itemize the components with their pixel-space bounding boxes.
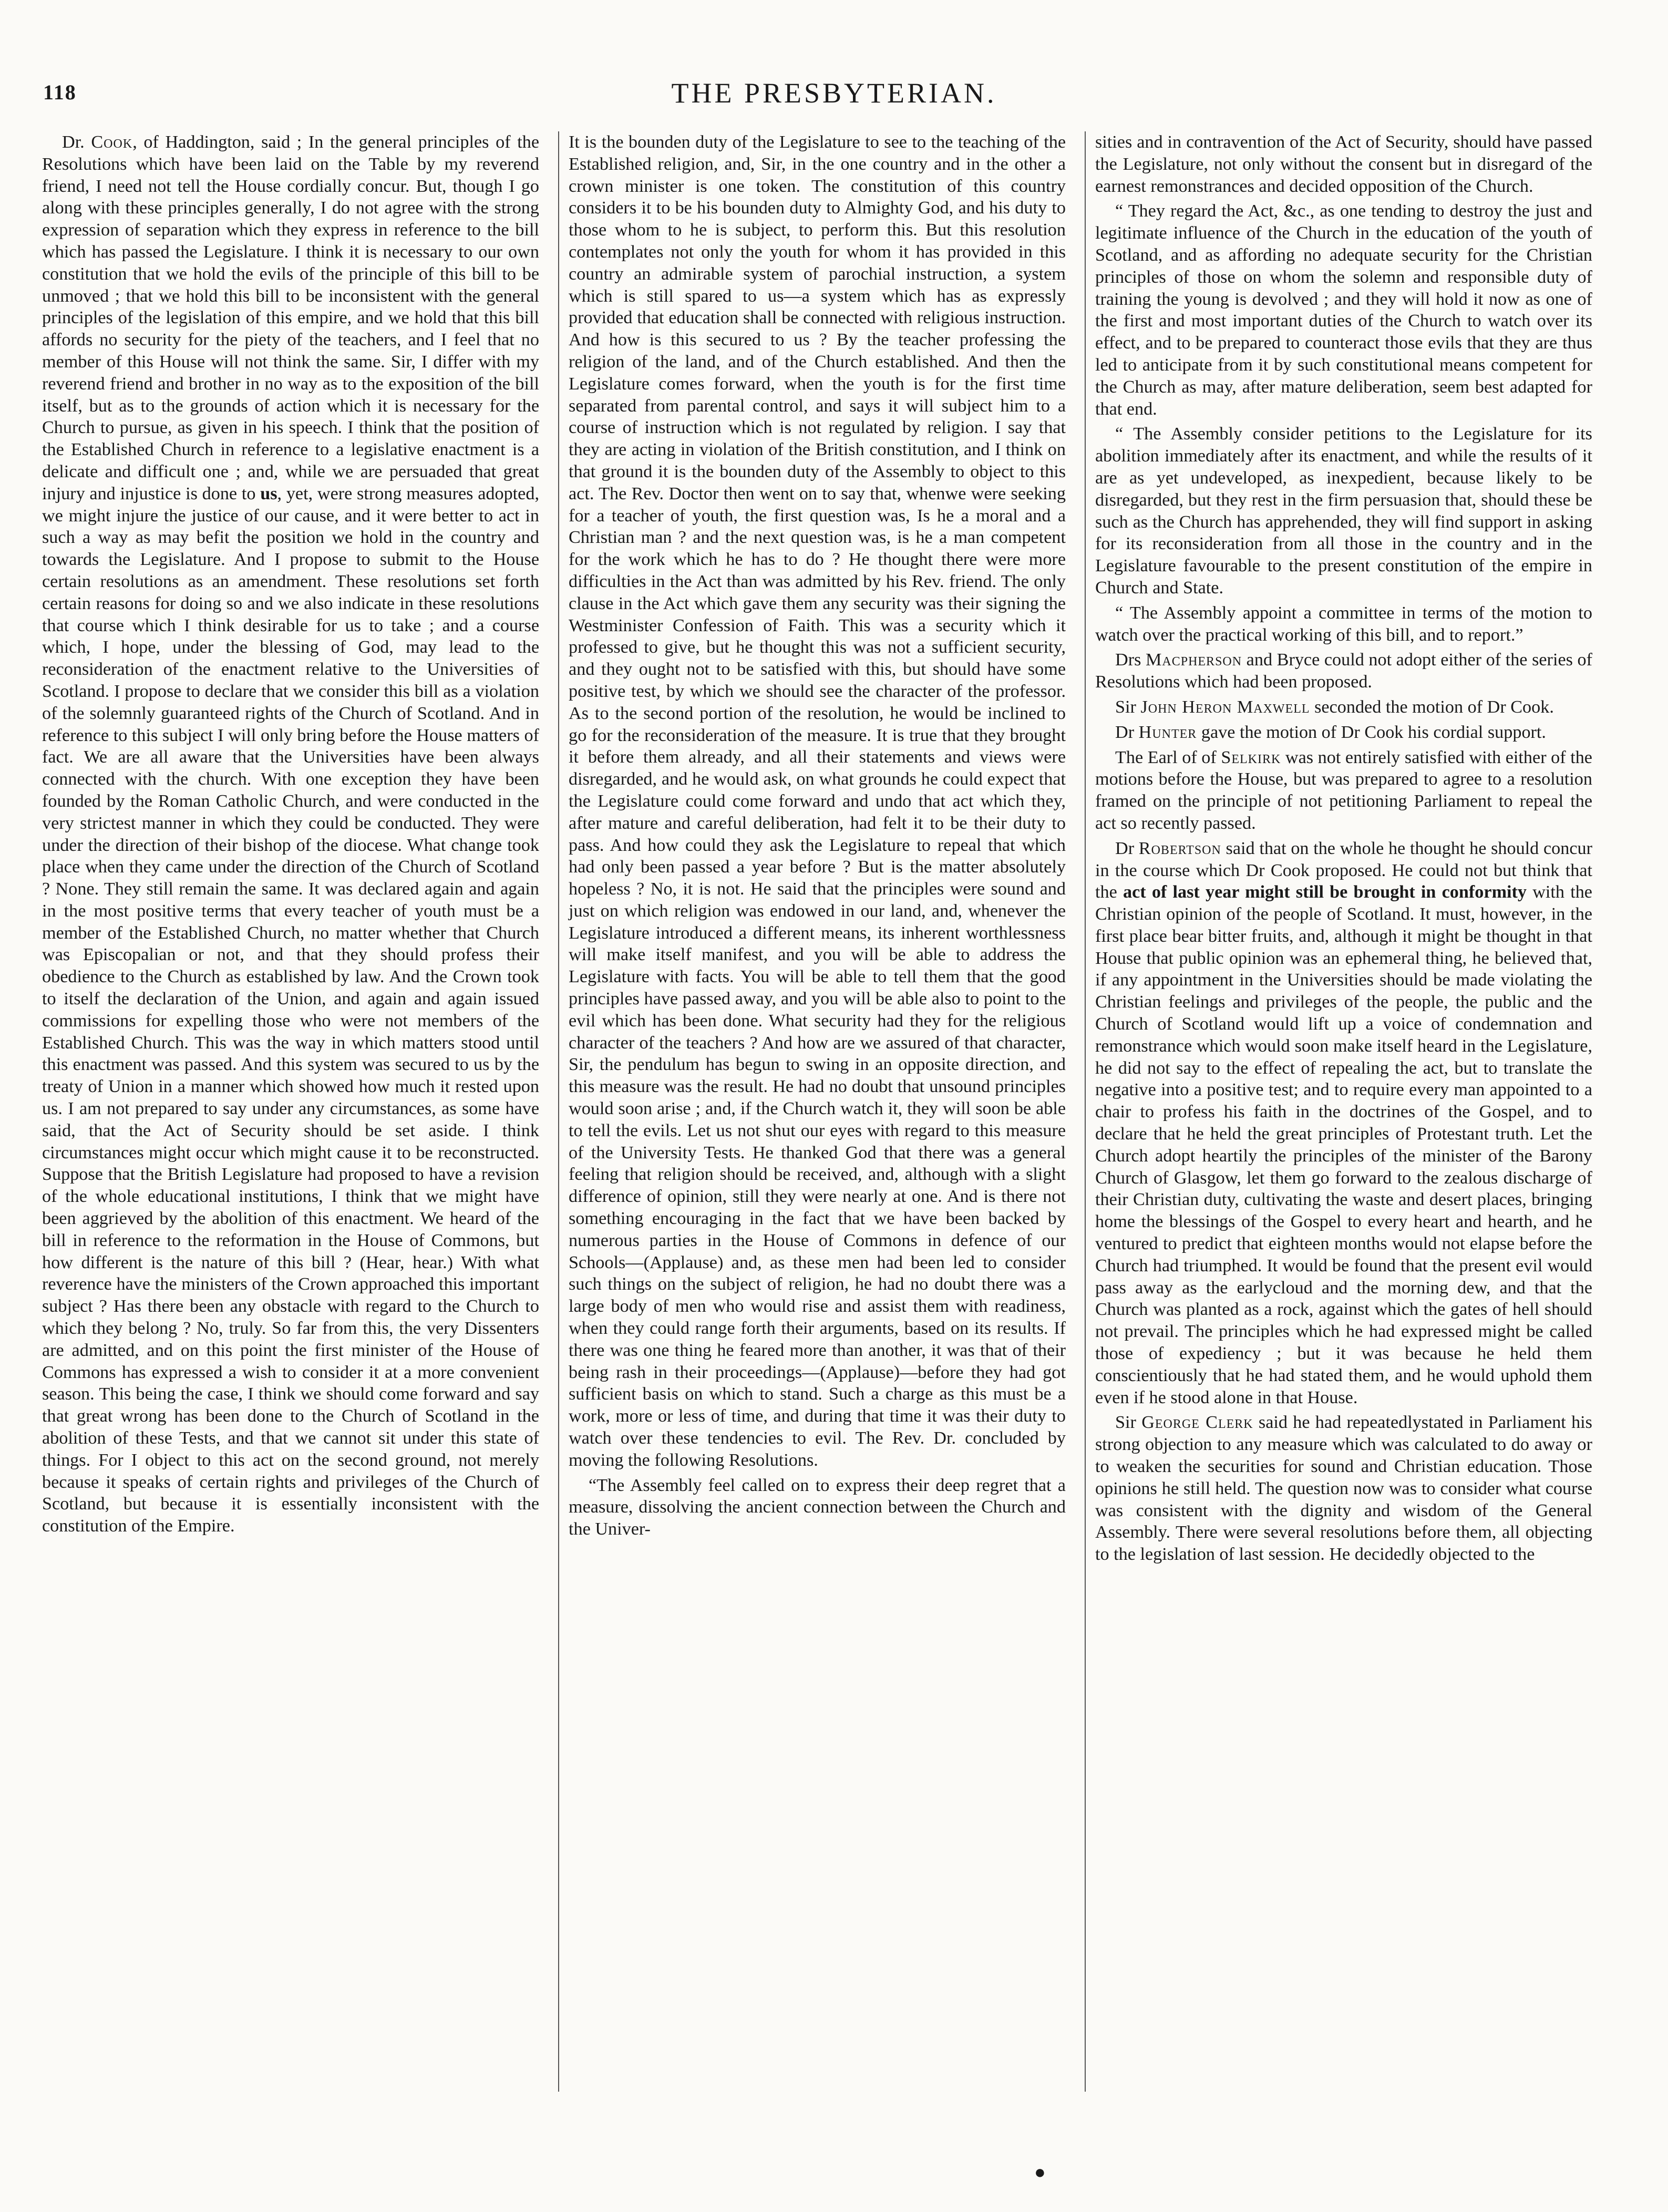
- paragraph: [1095, 1412, 1592, 1566]
- paragraph-text: gave the motion of Dr Cook his cordial support.: [1197, 722, 1546, 742]
- text-columns: [42, 131, 1592, 2092]
- column-2: [558, 131, 1066, 2092]
- running-head-title: THE PRESBYTERIAN.: [671, 77, 997, 109]
- emphasis-text: act of last year might still be brought in conformity: [1123, 882, 1527, 902]
- column-1: [42, 131, 539, 2092]
- paragraph-text: Dr: [1115, 838, 1139, 858]
- paragraph-text: and Bryce could not adopt either of the series of Resolutions which had been proposed.: [1095, 650, 1592, 692]
- paragraph: [1095, 131, 1592, 197]
- paragraph: [1095, 200, 1592, 420]
- page-number: 118: [43, 80, 77, 104]
- speaker-name: Robertson: [1138, 838, 1221, 858]
- paragraph-text: Sir: [1115, 697, 1141, 717]
- paragraph-text: was not entirely satisfied with either of the motions before the House, but was prepared to agree to a resolution framed on the principle of not petitioning Parliament to repeal the act so recently passed.: [1095, 747, 1592, 833]
- paragraph-text: sities and in contravention of the Act of Security, should have passed the Legislature, not only without the consent but in disregard of the earnest remonstrances and decided opposition of the Church.: [1095, 132, 1592, 196]
- paragraph: [1095, 649, 1592, 693]
- speaker-name: Selkirk: [1221, 747, 1281, 767]
- speaker-name: Hunter: [1138, 722, 1197, 742]
- paragraph: [569, 131, 1066, 1472]
- paragraph-text: said he had repeatedlystated in Parliament his strong objection to any measure which was calculated to do away or to weaken the securities for sound and Christian education. Those opinions he still held. The question now was to consider what course was consistent with the dignity and wisdom of the General Assembly. There were several resolutions before them, all objecting to the legislation of last session. He decidedly objected to the: [1095, 1413, 1592, 1565]
- paragraph: [1095, 696, 1592, 718]
- paragraph-text: Dr: [1115, 722, 1139, 742]
- paragraph-text: said that on the whole he thought he should concur in the course which Dr Cook proposed. He could not but think that the: [1095, 838, 1592, 902]
- paragraph: [1095, 747, 1592, 835]
- paragraph-text: It is the bounden duty of the Legislature to see to the teaching of the Established religion, and, Sir, in the one country and in the other a crown minister is one token. The constitution of this country considers it to be his bounden duty to Almighty God, and his duty to those whom to he is subject, to perform this. But this resolution contemplates not only the youth for whom it has provided in this country an admirable system of parochial instruction, a system which is still spared to us—a system which has as expressly provided that education shall be connected with religious instruction. And how is this secured to us ? By the teacher professing the religion of the land, and of the Church established. And then the Legislature comes forward, when the youth is for the first time separated from parental control, and says it will subject him to a course of instruction which is not regulated by religion. I say that they are acting in violation of the British constitution, and I think on that ground it is the bounden duty of the Assembly to object to this act. The Rev. Doctor then went on to say that, whenwe were seeking for a teacher of youth, the first question was, Is he a moral and a Christian man ? and the next question was, is he a man competent for the work which he has to do ? He thought there were more difficulties in the Act than was admitted by his Rev. friend. The only clause in the Act which gave them any security was their signing the Westminister Confession of Faith. This was a security which it professed to give, but he thought this was not a sufficient security, and they ought not to be satisfied with this, but should have some positive test, by which we should see the character of the professor. As to the second portion of the resolution, he would be inclined to go for the reconsideration of the measure. It is true that they brought it before them already, and all their statements and views were disregarded, and he would ask, on what grounds he could expect that the Legislature could come forward and undo that act which they, after mature and careful deliberation, had felt it to be their duty to pass. And how could they ask the Legislature to repeal that which had only been passed a year before ? But is the matter absolutely hopeless ? No, it is not. He said that the principles were sound and just on which religion was endowed in our land, and, whenever the Legislature introduced a different means, its inherent worthlessness will make itself manifest, and you will be able to address the Legislature with facts. You will be able to tell them that the good principles have passed away, and you will be able also to point to the evil which has been done. What security had they for the religious character of the teachers ? And how are we assured of that character, Sir, the pendulum has begun to swing in an opposite direction, and this measure was the result. He had no doubt that unsound principles would soon arise ; and, if the Church watch it, they will soon be able to tell the evils. Let us not shut our eyes with regard to this measure of the University Tests. He thanked God that there was a general feeling that religion should be received, and, although with a slight difference of opinion, still they were nearly at one. And is there not something encouraging in the fact that we have been backed by numerous parties in the House of Commons in defence of our Schools—(Applause) and, as these men had been led to consider such things on the subject of religion, he had no doubt there was a large body of men who would rise and assist them with readiness, when they could range forth their arguments, based on its results. If there was one thing he feared more than another, it was that of their being rash in their proceedings—(Applause)—before they had got sufficient basis on which to stand. Such a charge as this must be a work, more or less of time, and during that time it was their duty to watch over these tendencies to evil. The Rev. Dr. concluded by moving the following Resolutions.: [569, 132, 1066, 1470]
- paragraph-text: , yet, were strong measures adopted, we might injure the justice of our cause, and it were better to act in such a way as may befit the position we hold in the country and towards the Legislature. And I propose to submit to the House certain resolutions as an amendment. These resolutions set forth certain reasons for doing so and we also indicate in these resolutions that course which I think desirable for us to take ; and a course which, I hope, under the blessing of God, may lead to the reconsideration of the enactment relative to the Universities of Scotland. I propose to declare that we consider this bill as a violation of the solemnly guaranteed rights of the Church of Scotland. And in reference to this subject I will only bring before the House matters of fact. We are all aware that the Universities have been always connected with the church. With one exception they have been founded by the Roman Catholic Church, and were conducted in the very strictest manner in which they could be conducted. They were under the direction of their bishop of the diocese. What change took place when they came under the direction of the Church of Scotland ? None. They still remain the same. It was declared again and again in the most positive terms that every teacher of youth must be a member of the Established Church, no matter whether that Church was Episcopalian or not, and that they should profess their obedience to the Church as established by law. And the Crown took to itself the declaration of the Union, and again and again issued commissions for expelling those who were not members of the Established Church. This was the way in which matters stood until this enactment was passed. And this system was secured to us by the treaty of Union in a manner which showed how much it rested upon us. I am not prepared to say under any circumstances, as some have said, that the Act of Security should be set aside. I think circumstances might occur which might cause it to be reconstructed. Suppose that the British Legislature had proposed to have a revision of the whole educational institutions, I think that we might have been aggrieved by the abolition of this enactment. We heard of the bill in reference to the reformation in the House of Commons, but how different is the nature of this bill ? (Hear, hear.) With what reverence have the ministers of the Crown approached this important subject ? Has there been any obstacle with regard to the Church to which they belong ? No, truly. So far from this, the very Dissenters are admitted, and on this point the first minister of the House of Commons has expressed a wish to consider it at a more convenient season. This being the case, I think we should come forward and say that great wrong has been done to the Church of Scotland in the abolition of these Tests, and that we cannot sit under this state of things. For I object to this act on the second ground, not merely because it speaks of certain rights and privileges of the Church of Scotland, but because it is essentially inconsistent with the constitution of the Empire.: [42, 483, 539, 1536]
- paragraph: [1095, 602, 1592, 646]
- speaker-name: John Heron Maxwell: [1140, 697, 1310, 717]
- paragraph-text: “ They regard the Act, &c., as one tending to destroy the just and legitimate influence of the Church in the education of the youth of Scotland, and as affording no adequate security for the Christian principles of those on whom the solemn and responsible duty of training the young is devolved ; and they will hold it now as one of the first and most important duties of the Church to watch over its effect, and to be prepared to counteract those evils that they are thus led to anticipate from it by such constitutional means competent for the Church as may, after mature deliberation, seem best adapted for that end.: [1095, 201, 1592, 419]
- paragraph-text: The Earl of of: [1115, 747, 1221, 767]
- paragraph: [1095, 838, 1592, 1409]
- paragraph-text: “ The Assembly appoint a committee in terms of the motion to watch over the practical working of this bill, and to report.”: [1095, 603, 1592, 645]
- paragraph-text: “ The Assembly consider petitions to the Legislature for its abolition immediately after its enactment, and while the results of it are as yet undeveloped, as inexpedient, because likely to be disregarded, but they rest in the firm persuasion that, should these be such as the Church has apprehended, they will find support in asking for its reconsideration from all those in the country and in the Legislature favourable to the present constitution of the empire in Church and State.: [1095, 424, 1592, 598]
- emphasis-text: us: [260, 483, 277, 503]
- paragraph: [42, 131, 539, 1537]
- paragraph-text: Dr.: [62, 132, 91, 152]
- paragraph-text: , of Haddington, said ; In the general principles of the Resolutions which have been laid on the Table by my reverend friend, I need not tell the House cordially concur. But, though I go along with these principles generally, I do not agree with the strong expression of separation which they express in reference to the bill which has passed the Legislature. I think it is necessary to our own constitution that we hold the evils of the principle of this bill to be unmoved ; that we hold this bill to be inconsistent with the general principles of the legislation of this empire, and we hold that this bill affords no security for the piety of the teachers, and I feel that no member of this House will not think the same. Sir, I differ with my reverend friend and brother in no way as to the exposition of the bill itself, but as to the grounds of action which it is necessary for the Church to pursue, as given in his speech. I think that the position of the Established Church in reference to a legislative enactment is a delicate and difficult one ; and, while we are persuaded that great injury and injustice is done to: [42, 132, 539, 503]
- paragraph: [569, 1475, 1066, 1540]
- paragraph-text: Drs: [1115, 650, 1146, 670]
- speaker-name: Macpherson: [1145, 650, 1242, 670]
- paragraph: [1095, 423, 1592, 599]
- speaker-name: Cook: [91, 132, 133, 152]
- paragraph-text: “The Assembly feel called on to express their deep regret that a measure, dissolving the ancient connection between the Church and the Univer-: [569, 1475, 1066, 1539]
- paragraph-text: seconded the motion of Dr Cook.: [1310, 697, 1554, 717]
- paragraph-text: with the Christian opinion of the people of Scotland. It must, however, in the first place bear bitter fruits, and, although it might be thought in that House that public opinion was an ephemeral thing, he believed that, if any appointment in the Universities should be made violating the Christian feelings and privileges of the people, the public and the Church of Scotland would lift up a voice of condemnation and remonstrance which would soon make itself heard in the Legislature, he did not say to the effect of repealing the act, but to translate the negative into a positive test; and to require every man appointed to a chair to profess his faith in the doctrines of the Gospel, and to declare that he held the great principles of Protestant truth. Let the Church adopt heartily the principles of the minister of the Barony Church of Glasgow, let them go forward to the zealous discharge of their Christian duty, cultivating the waste and desert places, bringing home the blessings of the Gospel to every heart and hearth, and he ventured to predict that eighteen months would not elapse before the Church had triumphed. It would be found that the present evil would pass away as the earlycloud and the morning dew, and that the Church was planted as a rock, against which the gates of hell should not prevail. The principles which he had expressed might be called those of expediency ; but it was because he held them conscientiously that he had stated them, and he would uphold them even if he stood alone in that House.: [1095, 882, 1592, 1407]
- paragraph: [1095, 722, 1592, 744]
- column-3: [1085, 131, 1592, 2092]
- speaker-name: George Clerk: [1141, 1413, 1253, 1433]
- paragraph-text: Sir: [1115, 1413, 1142, 1433]
- footer-mark: ●: [1034, 2162, 1046, 2183]
